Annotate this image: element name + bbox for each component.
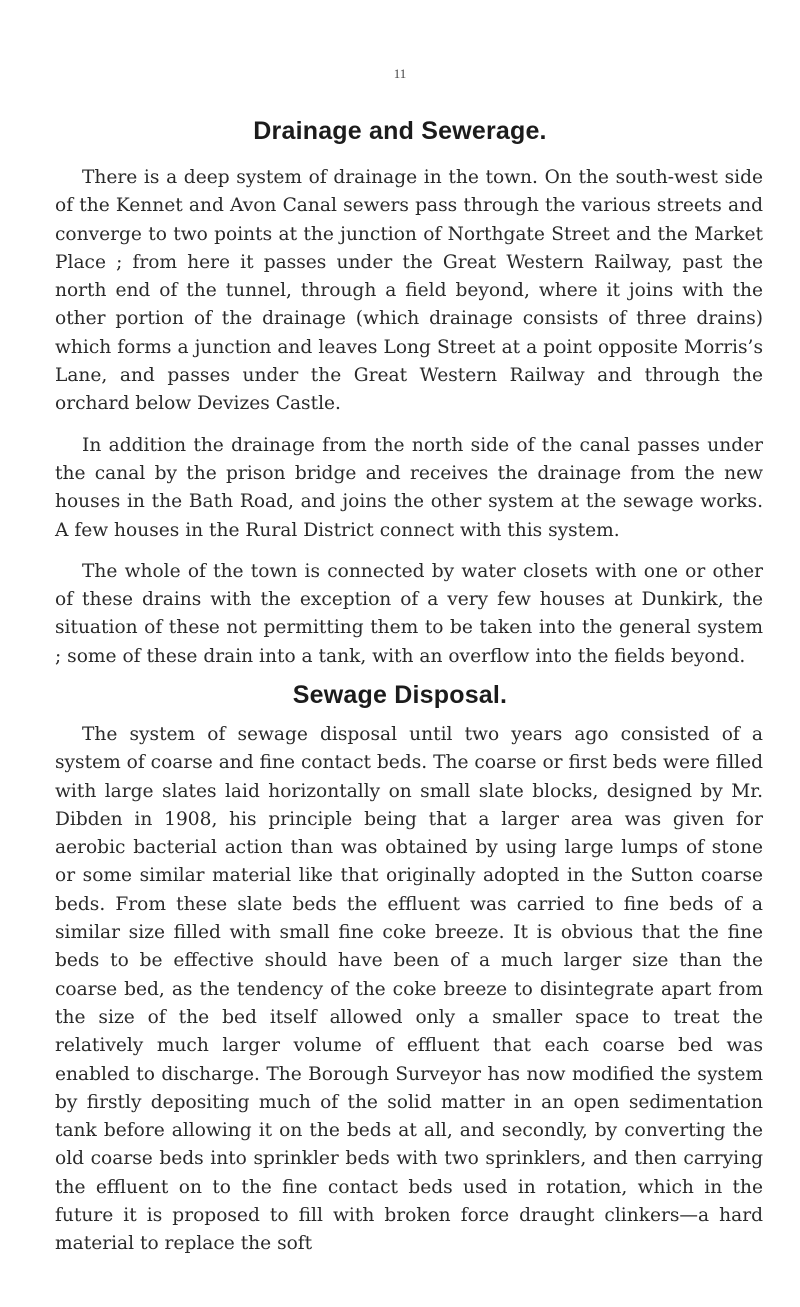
section-heading-sewage-disposal: Sewage Disposal. [292, 681, 508, 709]
section-body-sewage-disposal [55, 721, 763, 1272]
paragraph: There is a deep system of drainage in the town. On the south-west side of the Kennet and Avon Canal sewers pass through the various streets and converge to two points at the junction of Northgate Street and the Market Place ; from here it passes under the Great Western Railway, past the north end of the tunnel, through a field beyond, where it joins with the other portion of the drainage (which drainage consists of three drains) which forms a junction and leaves Long Street at a point opposite Morris’s Lane, and passes under the Great Western Railway and through the orchard below Devizes Castle. [55, 167, 763, 415]
page-number: 11 [393, 66, 407, 81]
paragraph: The whole of the town is connected by water closets with one or other of these drains with the exception of a very few houses at Dunkirk, the situation of these not permitting them to be taken into the general system ; some of these drain into a tank, with an overflow into the fields beyond. [55, 560, 763, 667]
paragraph: In addition the drainage from the north side of the canal passes under the canal by the prison bridge and receives the drainage from the new houses in the Bath Road, and joins the other system at the sewage works. A few houses in the Rural District connect with this system. [55, 434, 763, 541]
paragraph: The system of sewage disposal until two years ago consisted of a system of coarse and fine contact beds. The coarse or first beds were filled with large slates laid horizontally on small slate blocks, designed by Mr. Dibden in 1908, his principle being that a larger area was given for aerobic bacterial action than was obtained by using large lumps of stone or some similar material like that originally adopted in the Sutton coarse beds. From these slate beds the effluent was carried to fine beds of a similar size filled with small fine coke breeze. It is obvious that the fine beds to be effective should have been of a much larger size than the coarse bed, as the tendency of the coke breeze to disintegrate apart from the size of the bed itself allowed only a smaller space to treat the relatively much larger volume of effluent that each coarse bed was enabled to discharge. The Borough Surveyor has now modified the system by firstly depositing much of the solid matter in an open sedimentation tank before allowing it on the beds at all, and secondly, by converting the old coarse beds into sprinkler beds with two sprinklers, and then carrying the effluent on to the fine contact beds used in rotation, which in the future it is proposed to fill with broken force draught clinkers—a hard material to replace the soft [55, 724, 763, 1255]
section-heading-drainage: Drainage and Sewerage. [253, 117, 547, 145]
section-body-drainage [55, 164, 763, 684]
